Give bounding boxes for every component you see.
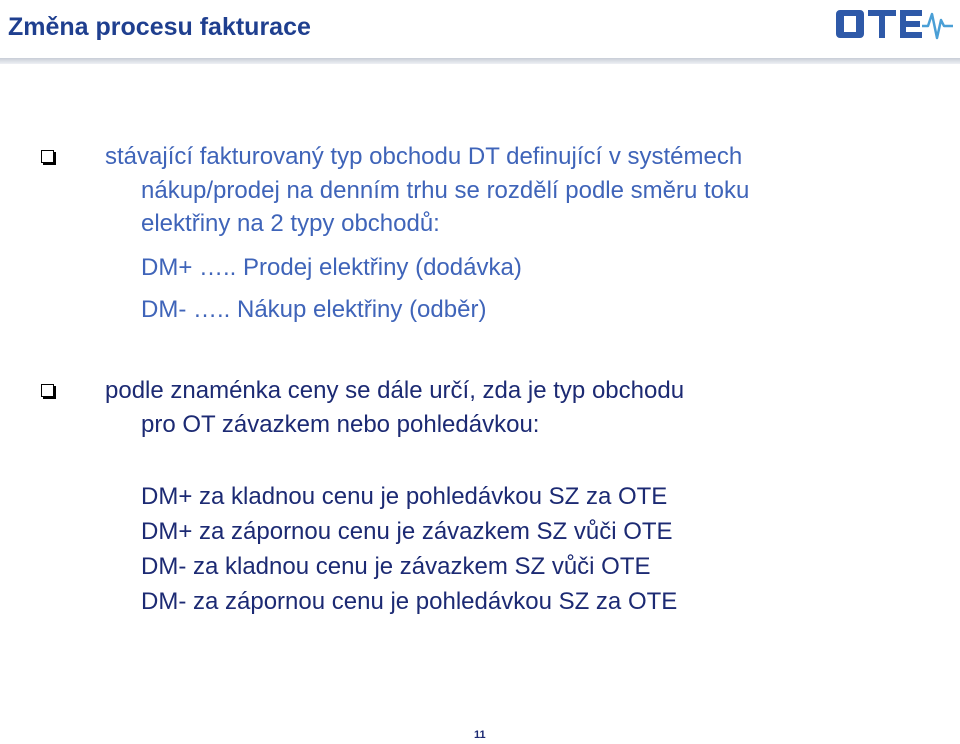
section1-line: elektřiny na 2 typy obchodů: <box>141 210 440 237</box>
ote-logo <box>836 4 954 52</box>
section2-rule: DM+ za kladnou cenu je pohledávkou SZ za OTE <box>141 483 668 510</box>
section2-line: pro OT závazkem nebo pohledávkou: <box>141 411 540 438</box>
section2-line: podle znaménka ceny se dále určí, zda je typ obchodu <box>105 377 685 404</box>
checkbox-bullet-icon <box>41 150 54 163</box>
section2-rule: DM+ za zápornou cenu je závazkem SZ vůči OTE <box>141 518 673 545</box>
section1-item-dm-plus: DM+ ….. Prodej elektřiny (dodávka) <box>141 254 522 281</box>
section2-rule: DM- za zápornou cenu je pohledávkou SZ za OTE <box>141 588 678 615</box>
section1-line: nákup/prodej na denním trhu se rozdělí podle směru toku <box>141 177 750 204</box>
header-divider <box>0 58 960 64</box>
slide-title: Změna procesu fakturace <box>8 13 311 41</box>
page-number: 11 <box>474 729 486 741</box>
section1-line: stávající fakturovaný typ obchodu DT definující v systémech <box>105 143 743 170</box>
section2-rule: DM- za kladnou cenu je závazkem SZ vůči OTE <box>141 553 651 580</box>
header-bar <box>0 0 960 68</box>
section1-item-dm-minus: DM- ….. Nákup elektřiny (odběr) <box>141 296 487 323</box>
checkbox-bullet-icon <box>41 384 54 397</box>
